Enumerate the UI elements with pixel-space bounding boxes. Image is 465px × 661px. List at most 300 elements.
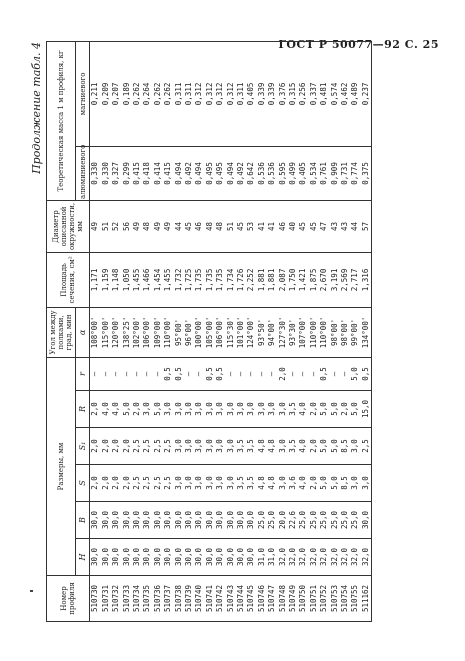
cell-b: 30,0 xyxy=(215,502,225,539)
cell-r-big: 3,0 xyxy=(278,391,288,428)
cell-s1: 2,0 xyxy=(309,428,319,465)
cell-angle: 96°00' xyxy=(184,307,194,357)
table-row xyxy=(246,41,256,621)
cell-mass-magnesium: 0,237 xyxy=(361,41,372,146)
cell-r-big: 3,0 xyxy=(142,391,152,428)
cell-h: 30,0 xyxy=(236,539,246,576)
table-row xyxy=(101,41,111,621)
cell-mass-aluminum: 0,415 xyxy=(132,146,142,200)
table-row xyxy=(215,41,225,621)
cell-profile: 510742 xyxy=(215,576,225,622)
cell-r-small: — xyxy=(153,357,163,390)
cell-profile: 510747 xyxy=(267,576,277,622)
cell-mass-magnesium: 0,405 xyxy=(246,41,256,146)
cell-b: 20,0 xyxy=(278,502,288,539)
cell-b: 25,0 xyxy=(319,502,329,539)
cell-diameter: 44 xyxy=(350,200,360,252)
table-row xyxy=(340,41,350,621)
cell-area: 1,734 xyxy=(226,252,236,307)
cell-h: 30,0 xyxy=(205,539,215,576)
cell-mass-magnesium: 0,337 xyxy=(309,41,319,146)
cell-b: 22,6 xyxy=(288,502,298,539)
cell-mass-aluminum: 0,494 xyxy=(226,146,236,200)
cell-angle: 107°00' xyxy=(298,307,308,357)
cell-angle: 106°00' xyxy=(215,307,225,357)
col-header-area: Площадь сечения, см² xyxy=(47,252,90,307)
cell-angle: 101°00' xyxy=(236,307,246,357)
cell-b: 25,0 xyxy=(309,502,319,539)
table-row xyxy=(111,41,121,621)
col-header-s1: S₁ xyxy=(76,428,90,465)
cell-h: 30,0 xyxy=(246,539,256,576)
cell-r-big: 15,0 xyxy=(361,391,372,428)
cell-angle: 109°00' xyxy=(153,307,163,357)
cell-r-big: 3,0 xyxy=(267,391,277,428)
cell-s: 3,0 xyxy=(215,465,225,502)
cell-s: 5,0 xyxy=(330,465,340,502)
cell-diameter: 49 xyxy=(90,200,101,252)
cell-s: 3,0 xyxy=(184,465,194,502)
cell-r-big: 5,0 xyxy=(350,391,360,428)
cell-diameter: 57 xyxy=(361,200,372,252)
cell-angle: 120°00' xyxy=(111,307,121,357)
cell-s: 2,0 xyxy=(90,465,101,502)
cell-s1: 8,5 xyxy=(340,428,350,465)
cell-r-big: 3,0 xyxy=(163,391,173,428)
cell-r-small: — xyxy=(236,357,246,390)
cell-r-big: 3,0 xyxy=(184,391,194,428)
cell-s: 2,5 xyxy=(142,465,152,502)
cell-angle: 124°00' xyxy=(246,307,256,357)
table-row xyxy=(319,41,329,621)
cell-area: 1,454 xyxy=(153,252,163,307)
table-row xyxy=(205,41,215,621)
cell-diameter: 44 xyxy=(174,200,184,252)
cell-diameter: 51 xyxy=(226,200,236,252)
cell-h: 32,0 xyxy=(361,539,372,576)
cell-area: 1,735 xyxy=(205,252,215,307)
cell-s1: 2,5 xyxy=(163,428,173,465)
cell-r-small: 5,0 xyxy=(350,357,360,390)
cell-angle: 93°30' xyxy=(288,307,298,357)
cell-profile: 510738 xyxy=(174,576,184,622)
cell-diameter: 43 xyxy=(340,200,350,252)
table-row xyxy=(142,41,152,621)
cell-area: 2,569 xyxy=(340,252,350,307)
cell-area: 1,455 xyxy=(163,252,173,307)
cell-b: 30,0 xyxy=(174,502,184,539)
cell-s: 3,0 xyxy=(361,465,372,502)
cell-r-small: 0,5 xyxy=(163,357,173,390)
cell-r-big: 3,0 xyxy=(246,391,256,428)
cell-b: 30,0 xyxy=(184,502,194,539)
cell-mass-aluminum: 0,642 xyxy=(246,146,256,200)
cell-r-small: 0,5 xyxy=(205,357,215,390)
cell-mass-magnesium: 0,264 xyxy=(142,41,152,146)
cell-angle: 94°00' xyxy=(267,307,277,357)
cell-mass-magnesium: 0,339 xyxy=(257,41,267,146)
cell-r-small: — xyxy=(184,357,194,390)
cell-area: 1,750 xyxy=(288,252,298,307)
cell-angle: 102°00' xyxy=(132,307,142,357)
cell-r-small: — xyxy=(246,357,256,390)
cell-profile: 510731 xyxy=(101,576,111,622)
cell-mass-aluminum: 0,327 xyxy=(111,146,121,200)
cell-mass-aluminum: 0,494 xyxy=(194,146,204,200)
cell-area: 1,726 xyxy=(236,252,246,307)
cell-mass-aluminum: 0,761 xyxy=(319,146,329,200)
cell-s1: 4,8 xyxy=(267,428,277,465)
table-row xyxy=(236,41,246,621)
cell-mass-aluminum: 0,499 xyxy=(288,146,298,200)
col-header-angle: Угол между полками, град, мин xyxy=(47,307,76,357)
cell-s1: 3,0 xyxy=(174,428,184,465)
cell-s: 2,5 xyxy=(153,465,163,502)
cell-h: 30,0 xyxy=(101,539,111,576)
cell-s1: 3,0 xyxy=(278,428,288,465)
cell-s1: 2,5 xyxy=(142,428,152,465)
cell-r-small: — xyxy=(122,357,132,390)
cell-h: 32,0 xyxy=(340,539,350,576)
cell-mass-aluminum: 0,731 xyxy=(340,146,350,200)
cell-r-big: 5,0 xyxy=(319,391,329,428)
col-header-r-big: R xyxy=(76,391,90,428)
cell-angle: 100°00' xyxy=(194,307,204,357)
cell-mass-aluminum: 0,536 xyxy=(267,146,277,200)
cell-h: 30,0 xyxy=(142,539,152,576)
cell-b: 30,0 xyxy=(111,502,121,539)
cell-profile: 510741 xyxy=(205,576,215,622)
cell-area: 1,735 xyxy=(215,252,225,307)
cell-b: 25,0 xyxy=(340,502,350,539)
table-row xyxy=(194,41,204,621)
cell-s: 4,8 xyxy=(257,465,267,502)
cell-mass-magnesium: 0,311 xyxy=(184,41,194,146)
cell-mass-aluminum: 0,299 xyxy=(122,146,132,200)
cell-h: 32,0 xyxy=(330,539,340,576)
cell-s1: 4,8 xyxy=(257,428,267,465)
cell-mass-magnesium: 0,311 xyxy=(236,41,246,146)
table-row xyxy=(309,41,319,621)
table-continuation-caption: Продолжение табл. 4 xyxy=(30,42,43,174)
cell-r-big: 2,0 xyxy=(340,391,350,428)
cell-b: 30,0 xyxy=(226,502,236,539)
cell-mass-aluminum: 0,330 xyxy=(90,146,101,200)
cell-s1: 3,0 xyxy=(226,428,236,465)
cell-r-small: — xyxy=(309,357,319,390)
page-header: ГОСТ Р 50077—92 С. 25 xyxy=(278,38,439,51)
cell-r-big: 3,5 xyxy=(288,391,298,428)
cell-area: 1,881 xyxy=(267,252,277,307)
table-row xyxy=(278,41,288,621)
cell-s: 2,0 xyxy=(122,465,132,502)
cell-s1: 2,0 xyxy=(122,428,132,465)
cell-profile: 511162 xyxy=(361,576,372,622)
cell-r-small: — xyxy=(257,357,267,390)
cell-profile: 510750 xyxy=(298,576,308,622)
cell-area: 1,875 xyxy=(309,252,319,307)
cell-mass-magnesium: 0,339 xyxy=(267,41,277,146)
cell-diameter: 53 xyxy=(246,200,256,252)
table-row xyxy=(298,41,308,621)
cell-r-small: 0,5 xyxy=(215,357,225,390)
cell-r-small: — xyxy=(132,357,142,390)
cell-r-big: 3,0 xyxy=(174,391,184,428)
cell-area: 1,316 xyxy=(361,252,372,307)
cell-diameter: 52 xyxy=(111,200,121,252)
cell-angle: 127°30' xyxy=(278,307,288,357)
cell-s: 3,0 xyxy=(350,465,360,502)
cell-profile: 510740 xyxy=(194,576,204,622)
cell-h: 32,0 xyxy=(288,539,298,576)
col-header-r-small: r xyxy=(76,357,90,390)
cell-s1: 5,0 xyxy=(330,428,340,465)
cell-h: 32,0 xyxy=(319,539,329,576)
cell-diameter: 40 xyxy=(288,200,298,252)
cell-s1: 3,5 xyxy=(236,428,246,465)
cell-diameter: 56 xyxy=(122,200,132,252)
cell-area: 1,881 xyxy=(257,252,267,307)
cell-area: 1,735 xyxy=(194,252,204,307)
cell-b: 30,0 xyxy=(101,502,111,539)
cell-angle: 98°00' xyxy=(330,307,340,357)
cell-b: 25,0 xyxy=(267,502,277,539)
cell-r-small: — xyxy=(330,357,340,390)
cell-b: 30,0 xyxy=(132,502,142,539)
profile-spec-table xyxy=(46,41,372,622)
cell-area: 3,191 xyxy=(330,252,340,307)
cell-r-small: — xyxy=(101,357,111,390)
cell-b: 30,0 xyxy=(246,502,256,539)
table-row xyxy=(90,41,101,621)
cell-r-big: 3,0 xyxy=(205,391,215,428)
table-row xyxy=(174,41,184,621)
cell-b: 25,0 xyxy=(330,502,340,539)
cell-s1: 3,0 xyxy=(184,428,194,465)
cell-r-small: — xyxy=(288,357,298,390)
col-header-s: S xyxy=(76,465,90,502)
cell-r-small: — xyxy=(298,357,308,390)
cell-profile: 510736 xyxy=(153,576,163,622)
cell-diameter: 41 xyxy=(267,200,277,252)
cell-b: 30,0 xyxy=(153,502,163,539)
cell-mass-magnesium: 0,312 xyxy=(194,41,204,146)
cell-profile: 510737 xyxy=(163,576,173,622)
cell-angle: 95°00' xyxy=(174,307,184,357)
cell-r-big: 5,0 xyxy=(153,391,163,428)
cell-b: 30,0 xyxy=(122,502,132,539)
cell-b: 30,0 xyxy=(163,502,173,539)
cell-b: 30,0 xyxy=(90,502,101,539)
cell-profile: 510754 xyxy=(340,576,350,622)
cell-profile: 510748 xyxy=(278,576,288,622)
cell-area: 1,732 xyxy=(174,252,184,307)
cell-r-small: — xyxy=(194,357,204,390)
cell-mass-aluminum: 0,774 xyxy=(350,146,360,200)
cell-angle: 105°00' xyxy=(205,307,215,357)
cell-s1: 2,5 xyxy=(153,428,163,465)
cell-profile: 510746 xyxy=(257,576,267,622)
cell-area: 1,148 xyxy=(111,252,121,307)
cell-r-big: 3,0 xyxy=(236,391,246,428)
cell-h: 30,0 xyxy=(174,539,184,576)
cell-angle: 115°00' xyxy=(101,307,111,357)
cell-r-big: 5,0 xyxy=(122,391,132,428)
cell-area: 1,725 xyxy=(184,252,194,307)
col-header-angle-symbol: α xyxy=(76,307,90,357)
cell-s1: 3,5 xyxy=(246,428,256,465)
cell-profile: 510755 xyxy=(350,576,360,622)
cell-s1: 2,5 xyxy=(132,428,142,465)
cell-diameter: 48 xyxy=(142,200,152,252)
cell-h: 30,0 xyxy=(153,539,163,576)
cell-diameter: 43 xyxy=(330,200,340,252)
cell-angle: 115°30' xyxy=(226,307,236,357)
cell-s1: 4,0 xyxy=(298,428,308,465)
table-row xyxy=(184,41,194,621)
scan-mark xyxy=(30,590,33,592)
cell-angle: 110°00' xyxy=(309,307,319,357)
cell-diameter: 48 xyxy=(205,200,215,252)
cell-h: 31,0 xyxy=(267,539,277,576)
cell-mass-magnesium: 0,256 xyxy=(298,41,308,146)
table-row xyxy=(153,41,163,621)
cell-mass-aluminum: 0,492 xyxy=(184,146,194,200)
cell-angle: 110°00' xyxy=(319,307,329,357)
cell-b: 30,0 xyxy=(142,502,152,539)
cell-diameter: 46 xyxy=(194,200,204,252)
cell-h: 30,0 xyxy=(184,539,194,576)
table-row xyxy=(361,41,372,621)
cell-angle: 138°25' xyxy=(122,307,132,357)
col-header-profile: Номер профиля xyxy=(47,576,90,622)
cell-mass-aluminum: 0,418 xyxy=(142,146,152,200)
table-row xyxy=(226,41,236,621)
cell-mass-aluminum: 0,415 xyxy=(163,146,173,200)
cell-area: 1,171 xyxy=(90,252,101,307)
cell-diameter: 41 xyxy=(257,200,267,252)
col-header-b: B xyxy=(76,502,90,539)
table-row xyxy=(288,41,298,621)
cell-mass-aluminum: 0,909 xyxy=(330,146,340,200)
rotated-table-block xyxy=(30,42,415,622)
table-row xyxy=(330,41,340,621)
cell-b: 25,0 xyxy=(257,502,267,539)
cell-s1: 3,5 xyxy=(288,428,298,465)
cell-mass-magnesium: 0,462 xyxy=(340,41,350,146)
col-header-mass: Теоретическая масса 1 м профиля, кг xyxy=(47,41,76,200)
cell-profile: 510744 xyxy=(236,576,246,622)
cell-h: 30,0 xyxy=(90,539,101,576)
cell-s: 3,0 xyxy=(194,465,204,502)
cell-mass-magnesium: 0,312 xyxy=(226,41,236,146)
cell-mass-aluminum: 0,495 xyxy=(205,146,215,200)
cell-area: 1,050 xyxy=(122,252,132,307)
cell-r-big: 4,0 xyxy=(111,391,121,428)
cell-angle: 108°00' xyxy=(90,307,101,357)
cell-r-small: 2,0 xyxy=(278,357,288,390)
cell-area: 1,455 xyxy=(132,252,142,307)
cell-h: 32,0 xyxy=(350,539,360,576)
cell-r-small: — xyxy=(142,357,152,390)
cell-s: 2,0 xyxy=(309,465,319,502)
cell-s: 3,0 xyxy=(174,465,184,502)
cell-profile: 510739 xyxy=(184,576,194,622)
cell-mass-magnesium: 0,312 xyxy=(205,41,215,146)
cell-r-small: — xyxy=(111,357,121,390)
cell-angle: 98°00' xyxy=(340,307,350,357)
cell-area: 2,717 xyxy=(350,252,360,307)
cell-r-big: 4,0 xyxy=(101,391,111,428)
cell-diameter: 45 xyxy=(309,200,319,252)
table-row xyxy=(350,41,360,621)
cell-diameter: 49 xyxy=(153,200,163,252)
cell-s: 5,0 xyxy=(319,465,329,502)
cell-mass-aluminum: 0,536 xyxy=(257,146,267,200)
cell-s: 3,5 xyxy=(236,465,246,502)
cell-diameter: 48 xyxy=(215,200,225,252)
cell-mass-magnesium: 0,311 xyxy=(174,41,184,146)
col-header-dimensions: Размеры, мм xyxy=(47,357,76,575)
col-header-diameter: Диаметр описанной окружности, мм xyxy=(47,200,90,252)
cell-r-small: 0,5 xyxy=(174,357,184,390)
cell-mass-magnesium: 0,312 xyxy=(215,41,225,146)
cell-h: 30,0 xyxy=(194,539,204,576)
cell-angle: 134°00' xyxy=(361,307,372,357)
cell-s: 3,6 xyxy=(288,465,298,502)
cell-s: 3,0 xyxy=(278,465,288,502)
cell-mass-magnesium: 0,262 xyxy=(163,41,173,146)
cell-mass-magnesium: 0,315 xyxy=(288,41,298,146)
cell-angle: 106°00' xyxy=(142,307,152,357)
cell-mass-magnesium: 0,189 xyxy=(122,41,132,146)
cell-mass-magnesium: 0,207 xyxy=(111,41,121,146)
cell-mass-aluminum: 0,330 xyxy=(101,146,111,200)
cell-mass-aluminum: 0,595 xyxy=(278,146,288,200)
cell-s1: 2,0 xyxy=(111,428,121,465)
cell-s: 4,0 xyxy=(298,465,308,502)
cell-b: 30,0 xyxy=(205,502,215,539)
cell-h: 30,0 xyxy=(226,539,236,576)
cell-r-small: — xyxy=(226,357,236,390)
cell-mass-aluminum: 0,405 xyxy=(298,146,308,200)
cell-mass-magnesium: 0,262 xyxy=(153,41,163,146)
cell-mass-aluminum: 0,414 xyxy=(153,146,163,200)
cell-h: 30,0 xyxy=(122,539,132,576)
cell-h: 30,0 xyxy=(215,539,225,576)
cell-profile: 510733 xyxy=(122,576,132,622)
cell-area: 2,087 xyxy=(278,252,288,307)
cell-mass-aluminum: 0,534 xyxy=(309,146,319,200)
cell-s1: 3,0 xyxy=(205,428,215,465)
cell-profile: 510751 xyxy=(309,576,319,622)
cell-area: 1,159 xyxy=(101,252,111,307)
cell-mass-magnesium: 0,574 xyxy=(330,41,340,146)
cell-s1: 2,0 xyxy=(101,428,111,465)
cell-diameter: 45 xyxy=(236,200,246,252)
col-header-magnesium: магниевого xyxy=(76,41,90,146)
cell-s: 3,5 xyxy=(246,465,256,502)
cell-profile: 510734 xyxy=(132,576,142,622)
col-header-h: H xyxy=(76,539,90,576)
table-row xyxy=(122,41,132,621)
cell-area: 1,466 xyxy=(142,252,152,307)
cell-area: 1,421 xyxy=(298,252,308,307)
cell-diameter: 46 xyxy=(278,200,288,252)
cell-h: 32,0 xyxy=(278,539,288,576)
cell-s: 3,0 xyxy=(226,465,236,502)
cell-s1: 2,0 xyxy=(90,428,101,465)
